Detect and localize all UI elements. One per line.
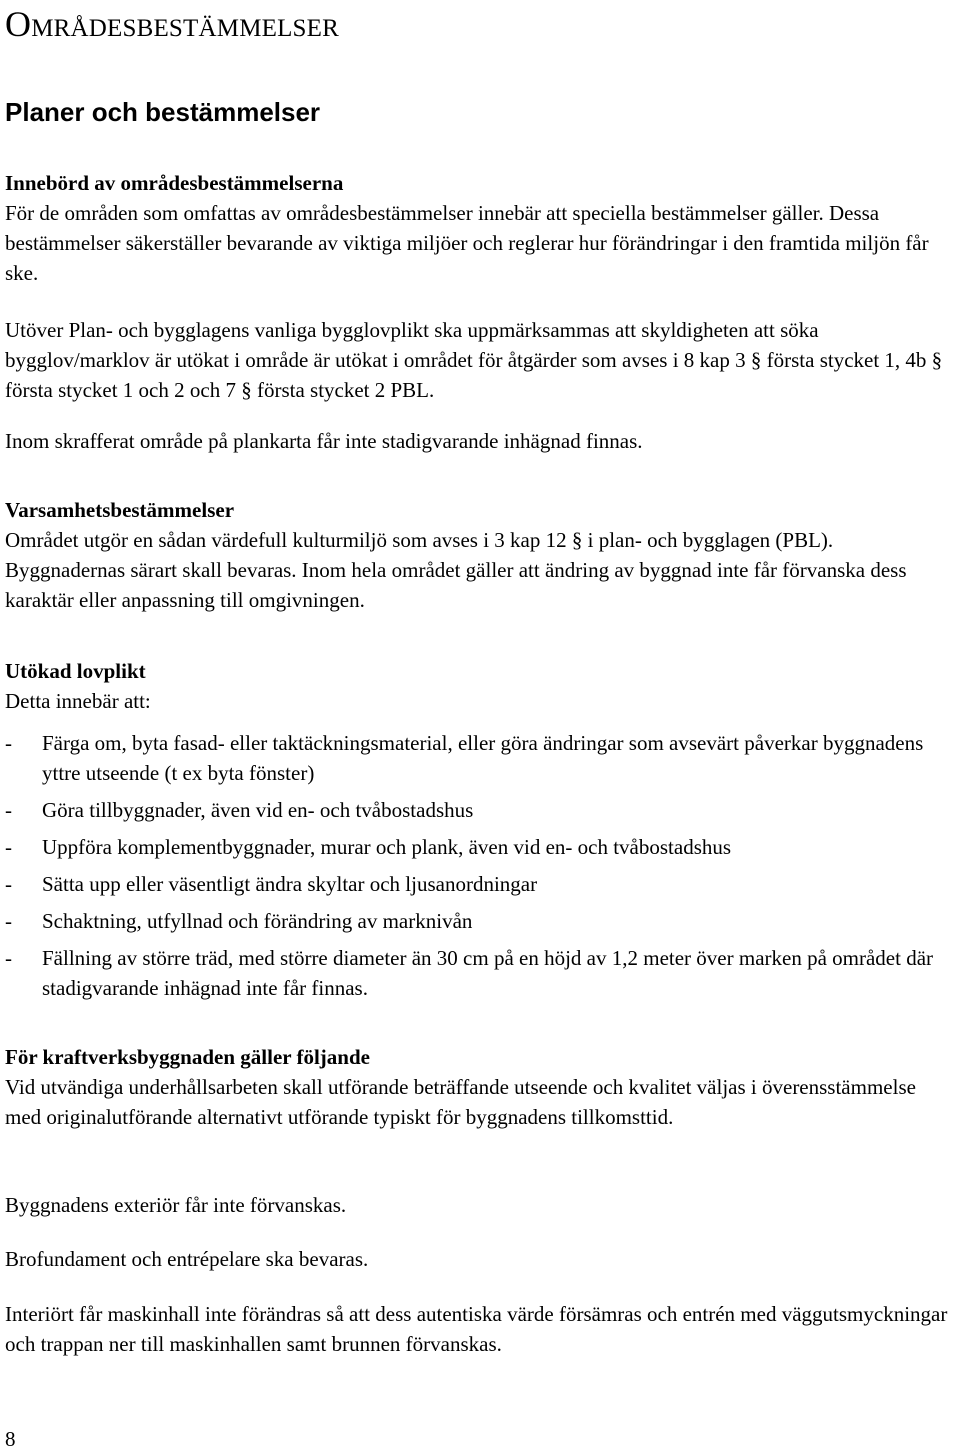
section-utokad-lovplikt	[5, 656, 957, 1010]
paragraph-inhagnad	[5, 426, 957, 456]
list-item	[5, 906, 957, 936]
list-item-text: Färga om, byta fasad- eller taktäckningsmaterial, eller göra ändringar som avsevärt påverkar byggnadens yttre utseende (t ex byta fönster)	[42, 731, 924, 785]
paragraph-brofundament	[5, 1244, 957, 1274]
text-span: Området utgör en sådan värdefull kulturmiljö som avses i 3 kap 12	[5, 528, 572, 552]
paragraph: Vid utvändiga underhållsarbeten skall utförande beträffande utseende och kvalitet väljas i överensstämmelse med originalutförande alternativt utförande typiskt för byggnadens tillkomsttid.	[5, 1075, 916, 1129]
section-heading: Innebörd av områdesbestämmelserna	[5, 171, 344, 195]
dash-bullet-icon: -	[5, 731, 12, 755]
dash-bullet-icon: -	[5, 798, 12, 822]
dash-bullet-icon: -	[5, 872, 12, 896]
list-item	[5, 943, 957, 1003]
list-item	[5, 832, 957, 862]
list-item-text: Schaktning, utfyllnad och förändring av marknivån	[42, 909, 473, 933]
requirement-list	[5, 728, 957, 1003]
section-sign-icon: §	[571, 528, 583, 552]
section-heading: För kraftverksbyggnaden gäller följande	[5, 1045, 370, 1069]
text-span: första stycket 2 PBL.	[251, 378, 435, 402]
dash-bullet-icon: -	[5, 946, 12, 970]
paragraph: Brofundament och entrépelare ska bevaras.	[5, 1247, 369, 1271]
list-item-text: Sätta upp eller väsentligt ändra skyltar och ljusanordningar	[42, 872, 538, 896]
section-sign-icon: §	[931, 348, 943, 372]
paragraph-interior	[5, 1299, 957, 1359]
page-subtitle: Planer och bestämmelser	[5, 97, 321, 127]
section-innebord	[5, 168, 957, 288]
page-title: Områdesbestämmelser	[5, 4, 340, 44]
dash-bullet-icon: -	[5, 835, 12, 859]
list-item	[5, 795, 957, 825]
list-item-text: Göra tillbyggnader, även vid en- och tvåbostadshus	[42, 798, 474, 822]
paragraph: För de områden som omfattas av områdesbestämmelser innebär att speciella bestämmelser gäller. Dessa bestämmelser säkerställer bevarande av viktiga miljöer och reglerar hur förändringar i den framtida miljön får ske.	[5, 201, 929, 285]
paragraph-lovplikt	[5, 315, 957, 405]
section-heading: Varsamhetsbestämmelser	[5, 498, 235, 522]
paragraph-exterior	[5, 1190, 957, 1220]
section-sign-icon: §	[750, 348, 762, 372]
text-span: i plan- och bygglagen (PBL). Byggnadernas särart skall bevaras. Inom hela området gäller att ändring av byggnad inte får förvanska dess karaktär eller anpassning till omgivningen.	[5, 528, 907, 612]
text-span: Utöver Plan- och bygglagens vanliga bygglovplikt ska uppmärksammas att skyldigheten att söka bygglov/marklov är utökat i område är utökat i området för åtgärder som avses i 8 kap 3	[5, 318, 819, 372]
section-heading: Utökad lovplikt	[5, 659, 146, 683]
list-item	[5, 728, 957, 788]
paragraph: Interiört får maskinhall inte förändras så att dess autentiska värde försämras och entrén med väggutsmyckningar och trappan ner till maskinhallen samt brunnen förvanskas.	[5, 1302, 948, 1356]
list-item-text: Fällning av större träd, med större diameter än 30 cm på en höjd av 1,2 meter över marken på området där stadigvarande inhägnad inte får finnas.	[42, 946, 934, 1000]
section-sign-icon: §	[241, 378, 252, 402]
list-item	[5, 869, 957, 899]
text-span: första stycket 1 och 2 och 7	[5, 378, 242, 402]
section-kraftverk	[5, 1042, 957, 1132]
text-span: första stycket 1, 4b	[761, 348, 932, 372]
list-item-text: Uppföra komplementbyggnader, murar och plank, även vid en- och tvåbostadshus	[42, 835, 732, 859]
list-intro: Detta innebär att:	[5, 689, 151, 713]
paragraph	[5, 525, 957, 615]
dash-bullet-icon: -	[5, 909, 12, 933]
paragraph: Byggnadens exteriör får inte förvanskas.	[5, 1193, 347, 1217]
page-number: 8	[5, 1427, 16, 1451]
paragraph	[5, 315, 957, 405]
section-varsamhet	[5, 495, 957, 615]
paragraph: Inom skrafferat område på plankarta får inte stadigvarande inhägnad finnas.	[5, 429, 643, 453]
